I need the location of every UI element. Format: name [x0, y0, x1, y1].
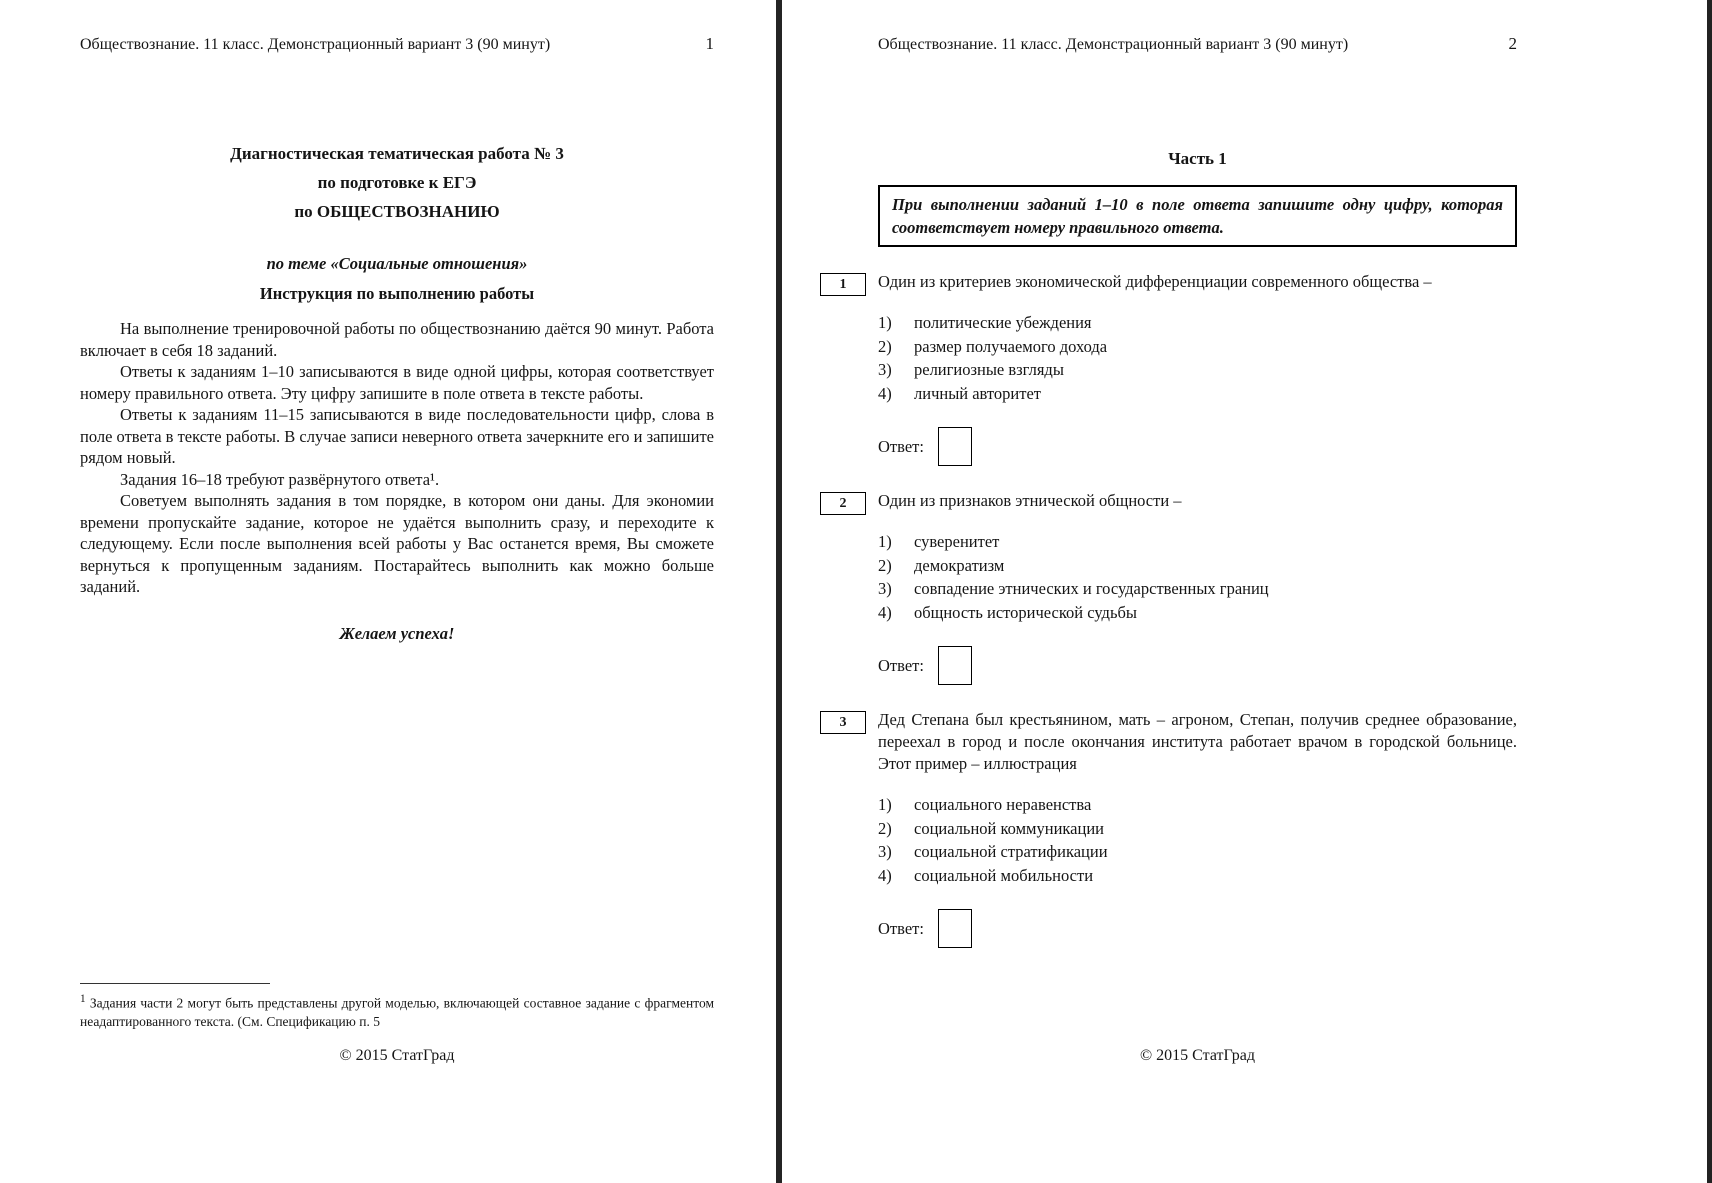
page-footer: © 2015 СтатГрад [339, 1047, 455, 1064]
instructions-body [80, 318, 714, 598]
option-text: суверенитет [914, 532, 1000, 551]
options-list [878, 793, 1517, 887]
page-2-header [878, 34, 1517, 55]
instruction-paragraph: Ответы к заданиям 11–15 записываются в виде последовательности цифр, слова в поле ответа в тексте работы. В случае записи неверного ответа зачеркните его и запишите рядом новый. [80, 405, 714, 467]
answer-box [938, 427, 972, 466]
instruction-paragraph: Ответы к заданиям 1–10 записываются в виде одной цифры, которая соответствует номеру правильного ответа. Эту цифру запишите в поле ответа в тексте работы. [80, 362, 714, 403]
option [878, 311, 1517, 335]
answer-box [938, 909, 972, 948]
footnote [80, 983, 714, 1032]
header-title: Обществознание. 11 класс. Демонстрационный вариант 3 (90 минут) [878, 36, 1349, 53]
good-luck-line: Желаем успеха! [339, 623, 455, 643]
instruction-paragraph: На выполнение тренировочной работы по обществознанию даётся 90 минут. Работа включает в себя 18 заданий. [80, 319, 714, 360]
option-number: 1) [878, 532, 892, 551]
option [878, 864, 1517, 888]
option-number: 3) [878, 842, 892, 861]
option-number: 4) [878, 865, 892, 885]
footnote-marker: 1 [80, 992, 86, 1005]
instruction-paragraph: Советуем выполнять задания в том порядке, в котором они даны. Для экономии времени пропускайте задание, которое не удаётся выполнить сразу, и переходите к следующему. Если после выполнения всей работы у Вас останется время, Вы сможете вернуться к пропущенным заданиям. Постарайтесь выполнить как можно больше заданий. [80, 491, 714, 596]
option [878, 577, 1517, 601]
option-number: 2) [878, 336, 892, 356]
answer-row [878, 909, 1517, 948]
page-2 [782, 0, 1707, 1183]
answer-label: Ответ: [878, 436, 924, 456]
question-2 [839, 490, 1517, 685]
option [878, 335, 1517, 359]
option [878, 530, 1517, 554]
options-list [878, 311, 1517, 405]
options-list [878, 530, 1517, 624]
question-number-box [820, 711, 866, 734]
option-text: социального неравенства [914, 795, 1092, 814]
document-title-block [80, 139, 714, 226]
page-number: 2 [1508, 34, 1517, 53]
option-text: социальной мобильности [914, 865, 1094, 885]
question-number: 1 [839, 276, 847, 292]
page-1 [0, 0, 776, 1183]
instruction-paragraph: Задания 16–18 требуют развёрнутого ответа¹. [120, 469, 440, 489]
question-number: 2 [839, 495, 847, 511]
answer-label: Ответ: [878, 655, 924, 675]
header-title: Обществознание. 11 класс. Демонстрационный вариант 3 (90 минут) [80, 36, 551, 53]
footnote-rule [80, 983, 270, 984]
option-number: 4) [878, 602, 892, 622]
question-text: Дед Степана был крестьянином, мать – агроном, Степан, получив среднее образование, переехал в город и после окончания института работает врачом в городской больнице. Этот пример – иллюстрация [878, 710, 1517, 773]
page-1-header [80, 34, 714, 55]
question-number: 3 [839, 714, 847, 730]
instructions-heading: Инструкция по выполнению работы [259, 284, 535, 303]
option [878, 793, 1517, 817]
option [878, 817, 1517, 841]
option-text: социальной стратификации [914, 842, 1108, 861]
option [878, 554, 1517, 578]
page-footer: © 2015 СтатГрад [1140, 1047, 1255, 1064]
question-text: Один из признаков этнической общности – [878, 491, 1182, 510]
question-number-box [820, 492, 866, 515]
answer-row [878, 427, 1517, 466]
instruction-box: При выполнении заданий 1–10 в поле ответа запишите одну цифру, которая соответствует номеру правильного ответа. [878, 185, 1517, 247]
option-number: 2) [878, 818, 892, 838]
doc-title-line-1: Диагностическая тематическая работа № 3 [230, 144, 564, 163]
doc-title-line-3: по ОБЩЕСТВОЗНАНИЮ [294, 202, 500, 221]
option-text: совпадение этнических и государственных границ [914, 579, 1269, 598]
option-number: 1) [878, 795, 892, 814]
option-number: 1) [878, 313, 892, 332]
answer-label: Ответ: [878, 918, 924, 938]
page-number: 1 [705, 34, 714, 53]
option-number: 2) [878, 555, 892, 575]
option-number: 4) [878, 383, 892, 403]
option [878, 840, 1517, 864]
answer-box [938, 646, 972, 685]
option-text: личный авторитет [914, 383, 1042, 403]
question-number-box [820, 273, 866, 296]
option-text: общность исторической судьбы [914, 602, 1137, 622]
option-text: религиозные взгляды [914, 360, 1064, 379]
option-text: размер получаемого дохода [914, 336, 1108, 356]
question-1 [839, 271, 1517, 466]
part-heading: Часть 1 [1168, 149, 1227, 168]
option-text: политические убеждения [914, 313, 1092, 332]
option [878, 601, 1517, 625]
option-text: социальной коммуникации [914, 818, 1104, 838]
option-text: демократизм [914, 555, 1005, 575]
question-3 [839, 709, 1517, 948]
option [878, 358, 1517, 382]
doc-title-line-2: по подготовке к ЕГЭ [317, 173, 477, 192]
option [878, 382, 1517, 406]
footnote-text: Задания части 2 могут быть представлены другой моделью, включающей составное задание с фрагментом неадаптированного текста. (См. Спецификацию п. 5 [80, 995, 714, 1029]
theme-line: по теме «Социальные отношения» [266, 254, 528, 273]
option-number: 3) [878, 579, 892, 598]
option-number: 3) [878, 360, 892, 379]
question-text: Один из критериев экономической дифференциации современного общества – [878, 272, 1432, 291]
answer-row [878, 646, 1517, 685]
